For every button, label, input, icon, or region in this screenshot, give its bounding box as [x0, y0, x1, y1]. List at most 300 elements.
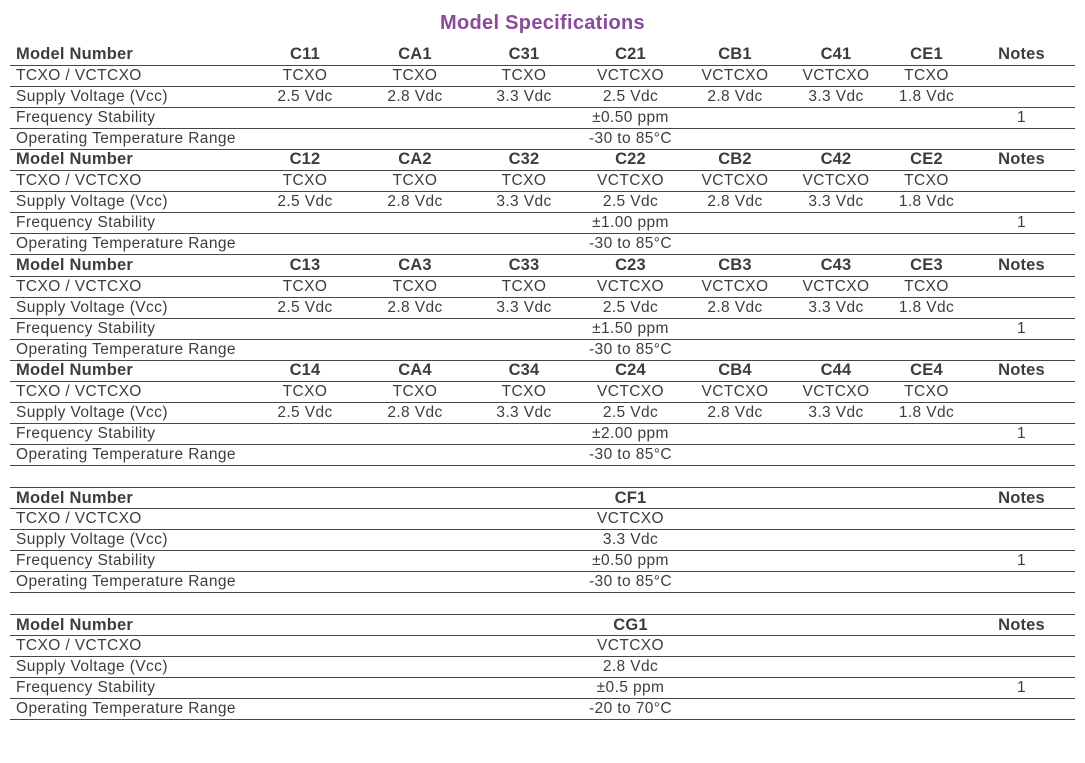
empty-cell — [470, 488, 578, 509]
frequency-stability-row — [10, 318, 1075, 339]
empty-cell — [787, 213, 885, 234]
empty-cell — [360, 424, 470, 445]
frequency-stability-value: ±0.50 ppm — [578, 107, 683, 128]
supply-voltage-value: 3.3 Vdc — [470, 297, 578, 318]
empty-cell — [470, 509, 578, 530]
supply-voltage-value: 2.8 Vdc — [360, 403, 470, 424]
empty-cell — [968, 192, 1075, 213]
row-label-model-number: Model Number — [10, 255, 250, 276]
empty-cell — [885, 234, 968, 255]
empty-cell — [968, 509, 1075, 530]
empty-cell — [787, 699, 885, 720]
empty-cell — [968, 276, 1075, 297]
empty-cell — [360, 213, 470, 234]
model-number: C12 — [250, 150, 360, 171]
type-value: VCTCXO — [787, 276, 885, 297]
page-title: Model Specifications — [440, 12, 645, 34]
row-label-model-number: Model Number — [10, 44, 250, 65]
empty-cell — [885, 424, 968, 445]
supply-voltage-value: 3.3 Vdc — [787, 192, 885, 213]
supply-voltage-value: 2.5 Vdc — [578, 192, 683, 213]
model-number: C13 — [250, 255, 360, 276]
operating-temperature-row — [10, 128, 1075, 149]
empty-cell — [683, 213, 787, 234]
type-value: TCXO — [885, 65, 968, 86]
empty-cell — [360, 107, 470, 128]
supply-voltage-row — [10, 86, 1075, 107]
type-value: TCXO — [885, 276, 968, 297]
type-value: TCXO — [250, 382, 360, 403]
model-number: C32 — [470, 150, 578, 171]
row-label-supply-voltage: Supply Voltage (Vcc) — [10, 530, 250, 551]
empty-cell — [470, 615, 578, 636]
empty-cell — [683, 234, 787, 255]
empty-cell — [787, 657, 885, 678]
empty-cell — [683, 488, 787, 509]
type-value: TCXO — [360, 171, 470, 192]
note-value: 1 — [968, 551, 1075, 572]
empty-cell — [787, 488, 885, 509]
empty-cell — [968, 171, 1075, 192]
type-value: TCXO — [360, 65, 470, 86]
empty-cell — [968, 339, 1075, 360]
empty-cell — [250, 318, 360, 339]
frequency-stability-row — [10, 424, 1075, 445]
frequency-stability-row — [10, 107, 1075, 128]
supply-voltage-value: 2.8 Vdc — [683, 86, 787, 107]
supply-voltage-value: 1.8 Vdc — [885, 297, 968, 318]
empty-cell — [470, 551, 578, 572]
empty-cell — [360, 572, 470, 593]
empty-cell — [968, 530, 1075, 551]
row-label-operating-temperature: Operating Temperature Range — [10, 339, 250, 360]
empty-cell — [470, 424, 578, 445]
notes-header: Notes — [968, 615, 1075, 636]
empty-cell — [885, 107, 968, 128]
type-value: TCXO — [360, 382, 470, 403]
model-number: C11 — [250, 44, 360, 65]
supply-voltage-row — [10, 657, 1075, 678]
empty-cell — [470, 699, 578, 720]
model-number: CG1 — [578, 615, 683, 636]
model-number: CA4 — [360, 361, 470, 382]
empty-cell — [787, 551, 885, 572]
empty-cell — [968, 403, 1075, 424]
row-label-operating-temperature: Operating Temperature Range — [10, 234, 250, 255]
operating-temperature-row — [10, 445, 1075, 466]
operating-temperature-row — [10, 234, 1075, 255]
empty-cell — [968, 65, 1075, 86]
empty-cell — [787, 530, 885, 551]
empty-cell — [683, 657, 787, 678]
supply-voltage-row — [10, 192, 1075, 213]
note-value: 1 — [968, 318, 1075, 339]
empty-cell — [470, 530, 578, 551]
spec-table-cf1 — [10, 487, 1075, 593]
type-value: TCXO — [470, 382, 578, 403]
model-number-row — [10, 488, 1075, 509]
operating-temperature-row — [10, 699, 1075, 720]
empty-cell — [683, 339, 787, 360]
row-label-type: TCXO / VCTCXO — [10, 636, 250, 657]
type-value: TCXO — [250, 171, 360, 192]
empty-cell — [968, 572, 1075, 593]
model-number-row — [10, 150, 1075, 171]
supply-voltage-value: 2.8 Vdc — [683, 403, 787, 424]
row-label-frequency-stability: Frequency Stability — [10, 107, 250, 128]
model-number: CA2 — [360, 150, 470, 171]
empty-cell — [683, 424, 787, 445]
note-value: 1 — [968, 107, 1075, 128]
empty-cell — [968, 297, 1075, 318]
type-value: VCTCXO — [787, 65, 885, 86]
row-label-frequency-stability: Frequency Stability — [10, 424, 250, 445]
model-number-row — [10, 615, 1075, 636]
type-row — [10, 382, 1075, 403]
model-number: CB2 — [683, 150, 787, 171]
empty-cell — [787, 339, 885, 360]
operating-temperature-value: -30 to 85°C — [578, 128, 683, 149]
model-number: C21 — [578, 44, 683, 65]
frequency-stability-value: ±1.50 ppm — [578, 318, 683, 339]
empty-cell — [885, 128, 968, 149]
model-number: C41 — [787, 44, 885, 65]
empty-cell — [885, 657, 968, 678]
supply-voltage-value: 2.8 Vdc — [683, 297, 787, 318]
notes-header: Notes — [968, 488, 1075, 509]
supply-voltage-value: 3.3 Vdc — [787, 86, 885, 107]
empty-cell — [470, 572, 578, 593]
supply-voltage-value: 3.3 Vdc — [470, 403, 578, 424]
empty-cell — [968, 445, 1075, 466]
row-label-operating-temperature: Operating Temperature Range — [10, 699, 250, 720]
model-number-row — [10, 44, 1075, 65]
spec-table-cg1 — [10, 614, 1075, 720]
operating-temperature-value: -30 to 85°C — [578, 572, 683, 593]
empty-cell — [787, 128, 885, 149]
empty-cell — [360, 699, 470, 720]
row-label-type: TCXO / VCTCXO — [10, 382, 250, 403]
empty-cell — [250, 530, 360, 551]
empty-cell — [787, 678, 885, 699]
frequency-stability-value: ±1.00 ppm — [578, 213, 683, 234]
supply-voltage-value: 1.8 Vdc — [885, 86, 968, 107]
model-number: C42 — [787, 150, 885, 171]
model-number: CA3 — [360, 255, 470, 276]
empty-cell — [470, 445, 578, 466]
supply-voltage-value: 3.3 Vdc — [787, 297, 885, 318]
supply-voltage-row — [10, 530, 1075, 551]
empty-cell — [885, 445, 968, 466]
type-value: VCTCXO — [683, 171, 787, 192]
type-value: VCTCXO — [578, 171, 683, 192]
spec-table-c13-family — [10, 255, 1075, 361]
model-number-row — [10, 361, 1075, 382]
row-label-model-number: Model Number — [10, 361, 250, 382]
row-label-frequency-stability: Frequency Stability — [10, 678, 250, 699]
type-value: VCTCXO — [578, 276, 683, 297]
empty-cell — [787, 318, 885, 339]
empty-cell — [787, 509, 885, 530]
type-row — [10, 509, 1075, 530]
model-number: CB1 — [683, 44, 787, 65]
empty-cell — [360, 339, 470, 360]
row-label-supply-voltage: Supply Voltage (Vcc) — [10, 192, 250, 213]
empty-cell — [683, 636, 787, 657]
empty-cell — [683, 509, 787, 530]
empty-cell — [250, 339, 360, 360]
empty-cell — [250, 572, 360, 593]
type-value: TCXO — [470, 276, 578, 297]
empty-cell — [360, 636, 470, 657]
empty-cell — [250, 128, 360, 149]
empty-cell — [250, 424, 360, 445]
empty-cell — [885, 699, 968, 720]
empty-cell — [470, 213, 578, 234]
spec-table-c14-family — [10, 361, 1075, 467]
empty-cell — [250, 699, 360, 720]
frequency-stability-row — [10, 551, 1075, 572]
row-label-frequency-stability: Frequency Stability — [10, 551, 250, 572]
empty-cell — [470, 636, 578, 657]
empty-cell — [885, 318, 968, 339]
row-label-type: TCXO / VCTCXO — [10, 171, 250, 192]
type-value: TCXO — [885, 171, 968, 192]
empty-cell — [885, 678, 968, 699]
empty-cell — [968, 382, 1075, 403]
frequency-stability-value: ±0.50 ppm — [578, 551, 683, 572]
model-number: C22 — [578, 150, 683, 171]
supply-voltage-value: 2.8 Vdc — [360, 86, 470, 107]
empty-cell — [250, 488, 360, 509]
type-row — [10, 65, 1075, 86]
supply-voltage-value: 3.3 Vdc — [578, 530, 683, 551]
empty-cell — [968, 128, 1075, 149]
empty-cell — [360, 509, 470, 530]
row-label-model-number: Model Number — [10, 615, 250, 636]
empty-cell — [787, 615, 885, 636]
empty-cell — [787, 234, 885, 255]
model-number: C31 — [470, 44, 578, 65]
empty-cell — [250, 107, 360, 128]
empty-cell — [787, 445, 885, 466]
empty-cell — [250, 213, 360, 234]
empty-cell — [250, 657, 360, 678]
empty-cell — [968, 636, 1075, 657]
empty-cell — [250, 615, 360, 636]
empty-cell — [885, 339, 968, 360]
empty-cell — [250, 445, 360, 466]
row-label-type: TCXO / VCTCXO — [10, 276, 250, 297]
supply-voltage-value: 2.5 Vdc — [578, 403, 683, 424]
type-value: TCXO — [470, 65, 578, 86]
empty-cell — [250, 678, 360, 699]
empty-cell — [470, 107, 578, 128]
frequency-stability-value: ±2.00 ppm — [578, 424, 683, 445]
model-number-row — [10, 255, 1075, 276]
empty-cell — [470, 339, 578, 360]
empty-cell — [683, 107, 787, 128]
supply-voltage-value: 2.8 Vdc — [683, 192, 787, 213]
operating-temperature-row — [10, 339, 1075, 360]
operating-temperature-value: -30 to 85°C — [578, 234, 683, 255]
empty-cell — [968, 86, 1075, 107]
supply-voltage-value: 3.3 Vdc — [470, 86, 578, 107]
supply-voltage-row — [10, 403, 1075, 424]
empty-cell — [683, 699, 787, 720]
empty-cell — [470, 128, 578, 149]
row-label-supply-voltage: Supply Voltage (Vcc) — [10, 86, 250, 107]
row-label-type: TCXO / VCTCXO — [10, 509, 250, 530]
supply-voltage-value: 2.8 Vdc — [360, 192, 470, 213]
model-number: C44 — [787, 361, 885, 382]
empty-cell — [360, 445, 470, 466]
empty-cell — [683, 445, 787, 466]
model-number: C24 — [578, 361, 683, 382]
operating-temperature-row — [10, 572, 1075, 593]
model-number: CE3 — [885, 255, 968, 276]
model-number: CE2 — [885, 150, 968, 171]
spec-table-c11-family — [10, 44, 1075, 150]
model-number: C43 — [787, 255, 885, 276]
model-number: CE4 — [885, 361, 968, 382]
model-number: CF1 — [578, 488, 683, 509]
row-label-supply-voltage: Supply Voltage (Vcc) — [10, 403, 250, 424]
empty-cell — [360, 234, 470, 255]
supply-voltage-value: 2.5 Vdc — [250, 403, 360, 424]
supply-voltage-value: 2.5 Vdc — [578, 86, 683, 107]
empty-cell — [885, 615, 968, 636]
empty-cell — [683, 551, 787, 572]
model-number: C34 — [470, 361, 578, 382]
row-label-supply-voltage: Supply Voltage (Vcc) — [10, 297, 250, 318]
model-number: CA1 — [360, 44, 470, 65]
frequency-stability-row — [10, 213, 1075, 234]
note-value: 1 — [968, 678, 1075, 699]
empty-cell — [787, 572, 885, 593]
type-row — [10, 636, 1075, 657]
notes-header: Notes — [968, 44, 1075, 65]
empty-cell — [885, 530, 968, 551]
empty-cell — [360, 530, 470, 551]
supply-voltage-value: 1.8 Vdc — [885, 192, 968, 213]
type-value: VCTCXO — [578, 509, 683, 530]
empty-cell — [885, 636, 968, 657]
notes-header: Notes — [968, 150, 1075, 171]
empty-cell — [787, 107, 885, 128]
notes-header: Notes — [968, 255, 1075, 276]
empty-cell — [683, 128, 787, 149]
supply-voltage-value: 2.5 Vdc — [250, 297, 360, 318]
empty-cell — [470, 234, 578, 255]
notes-header: Notes — [968, 361, 1075, 382]
empty-cell — [885, 509, 968, 530]
empty-cell — [250, 636, 360, 657]
empty-cell — [250, 551, 360, 572]
supply-voltage-value: 2.8 Vdc — [578, 657, 683, 678]
row-label-operating-temperature: Operating Temperature Range — [10, 572, 250, 593]
empty-cell — [683, 530, 787, 551]
row-label-supply-voltage: Supply Voltage (Vcc) — [10, 657, 250, 678]
model-number: CE1 — [885, 44, 968, 65]
type-row — [10, 171, 1075, 192]
empty-cell — [250, 509, 360, 530]
empty-cell — [885, 488, 968, 509]
empty-cell — [885, 213, 968, 234]
model-number: C33 — [470, 255, 578, 276]
type-value: VCTCXO — [787, 171, 885, 192]
type-value: TCXO — [470, 171, 578, 192]
empty-cell — [968, 234, 1075, 255]
type-value: VCTCXO — [578, 636, 683, 657]
empty-cell — [885, 572, 968, 593]
supply-voltage-value: 2.8 Vdc — [360, 297, 470, 318]
type-value: TCXO — [360, 276, 470, 297]
model-number: C14 — [250, 361, 360, 382]
operating-temperature-value: -30 to 85°C — [578, 339, 683, 360]
empty-cell — [787, 636, 885, 657]
row-label-model-number: Model Number — [10, 150, 250, 171]
empty-cell — [470, 318, 578, 339]
type-value: VCTCXO — [578, 382, 683, 403]
empty-cell — [683, 572, 787, 593]
empty-cell — [683, 318, 787, 339]
model-number: CB3 — [683, 255, 787, 276]
empty-cell — [683, 615, 787, 636]
type-value: VCTCXO — [683, 276, 787, 297]
type-value: VCTCXO — [683, 65, 787, 86]
empty-cell — [470, 657, 578, 678]
frequency-stability-row — [10, 678, 1075, 699]
empty-cell — [360, 128, 470, 149]
row-label-type: TCXO / VCTCXO — [10, 65, 250, 86]
supply-voltage-row — [10, 297, 1075, 318]
empty-cell — [360, 615, 470, 636]
supply-voltage-value: 1.8 Vdc — [885, 403, 968, 424]
model-number: CB4 — [683, 361, 787, 382]
empty-cell — [250, 234, 360, 255]
row-label-frequency-stability: Frequency Stability — [10, 318, 250, 339]
row-label-operating-temperature: Operating Temperature Range — [10, 128, 250, 149]
supply-voltage-value: 2.5 Vdc — [250, 86, 360, 107]
operating-temperature-value: -30 to 85°C — [578, 445, 683, 466]
row-label-model-number: Model Number — [10, 488, 250, 509]
empty-cell — [885, 551, 968, 572]
supply-voltage-value: 3.3 Vdc — [787, 403, 885, 424]
type-value: VCTCXO — [787, 382, 885, 403]
note-value: 1 — [968, 213, 1075, 234]
supply-voltage-value: 2.5 Vdc — [250, 192, 360, 213]
empty-cell — [787, 424, 885, 445]
supply-voltage-value: 2.5 Vdc — [578, 297, 683, 318]
row-label-operating-temperature: Operating Temperature Range — [10, 445, 250, 466]
type-value: VCTCXO — [578, 65, 683, 86]
operating-temperature-value: -20 to 70°C — [578, 699, 683, 720]
empty-cell — [360, 488, 470, 509]
empty-cell — [470, 678, 578, 699]
empty-cell — [360, 678, 470, 699]
note-value: 1 — [968, 424, 1075, 445]
spec-table-c12-family — [10, 150, 1075, 256]
empty-cell — [360, 318, 470, 339]
empty-cell — [683, 678, 787, 699]
model-number: C23 — [578, 255, 683, 276]
empty-cell — [360, 551, 470, 572]
row-label-frequency-stability: Frequency Stability — [10, 213, 250, 234]
type-value: TCXO — [885, 382, 968, 403]
type-value: TCXO — [250, 65, 360, 86]
empty-cell — [968, 699, 1075, 720]
